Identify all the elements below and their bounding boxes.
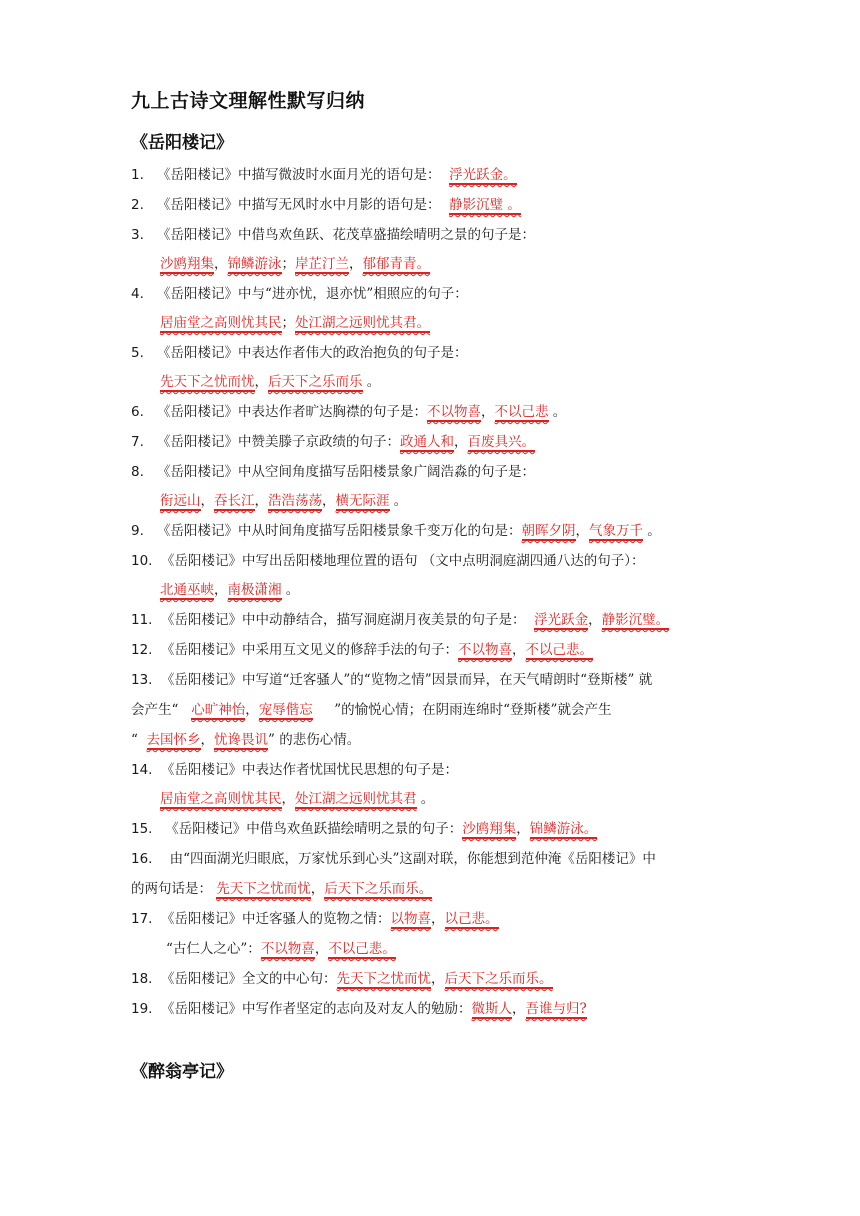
section-heading-yueyanglou: 《岳阳楼记》 xyxy=(131,133,233,153)
answer-1: 浮光跃金。 xyxy=(449,167,517,183)
answer-8-line: 衔远山，吞长江，浩浩荡荡，横无际涯 。 xyxy=(160,493,408,509)
question-17-line-2: “古仁人之心”：不以物喜，不以己悲。 xyxy=(166,941,396,957)
answer-4-line: 居庙堂之高则忧其民；处江湖之远则忧其君。 xyxy=(160,315,430,331)
question-6: 6. 《岳阳楼记》中表达作者旷达胸襟的句子是：不以物喜，不以己悲 。 xyxy=(131,404,567,420)
question-10: 10. 《岳阳楼记》中写出岳阳楼地理位置的语句 （文中点明洞庭湖四通八达的句子）： xyxy=(131,553,645,569)
question-16: 16. 由“四面湖光归眼底，万家忧乐到心头”这副对联，你能想到范仲淹《岳阳楼记》中 xyxy=(131,851,656,867)
question-8: 8. 《岳阳楼记》中从空间角度描写岳阳楼景象广阔浩淼的句子是： xyxy=(131,464,535,480)
answer-5-line: 先天下之忧而忧，后天下之乐而乐 。 xyxy=(160,374,381,390)
question-9: 9. 《岳阳楼记》中从时间角度描写岳阳楼景象千变万化的句是：朝晖夕阴，气象万千 。 xyxy=(131,523,661,539)
question-11: 11. 《岳阳楼记》中中动静结合，描写洞庭湖月夜美景的句子是： 浮光跃金，静影沉璧。 xyxy=(131,612,670,628)
question-16-line-2: 的两句话是： 先天下之忧而忧，后天下之乐而乐。 xyxy=(131,881,433,897)
question-4: 4. 《岳阳楼记》中与“进亦忧，退亦忧”相照应的句子： xyxy=(131,286,468,302)
answer-14-line: 居庙堂之高则忧其民，处江湖之远则忧其君 。 xyxy=(160,791,435,807)
question-15: 15. 《岳阳楼记》中借鸟欢鱼跃描绘晴明之景的句子：沙鸥翔集，锦鳞游泳。 xyxy=(131,821,598,837)
section-heading-zuiwengting: 《醉翁亭记》 xyxy=(131,1062,233,1082)
question-5: 5. 《岳阳楼记》中表达作者伟大的政治抱负的句子是： xyxy=(131,345,468,361)
question-17: 17. 《岳阳楼记》中迁客骚人的览物之情：以物喜，以己悲。 xyxy=(131,911,499,927)
answer-2: 静影沉璧 。 xyxy=(449,197,521,213)
question-13-line-2: 会产生“ 心旷神怡，宠辱偕忘 ”的愉悦心情；在阴雨连绵时“登斯楼”就会产生 xyxy=(131,702,612,718)
question-7: 7. 《岳阳楼记》中赞美滕子京政绩的句子：政通人和，百废具兴。 xyxy=(131,434,535,450)
page-title: 九上古诗文理解性默写归纳 xyxy=(131,90,366,112)
question-13: 13. 《岳阳楼记》中写道“迁客骚人”的“览物之情”因景而异，在天气晴朗时“登斯楼” 就 xyxy=(131,672,653,688)
question-19: 19. 《岳阳楼记》中写作者坚定的志向及对友人的勉励：微斯人，吾谁与归? xyxy=(131,1001,587,1017)
question-1: 1. 《岳阳楼记》中描写微波时水面月光的语句是： 浮光跃金。 xyxy=(131,167,517,183)
question-3: 3. 《岳阳楼记》中借鸟欢鱼跃、花茂草盛描绘晴明之景的句子是： xyxy=(131,227,535,243)
question-14: 14. 《岳阳楼记》中表达作者忧国忧民思想的句子是： xyxy=(131,762,458,778)
question-2: 2. 《岳阳楼记》中描写无风时水中月影的语句是： 静影沉璧 。 xyxy=(131,197,521,213)
question-18: 18. 《岳阳楼记》全文的中心句：先天下之忧而忧，后天下之乐而乐。 xyxy=(131,971,553,987)
question-12: 12. 《岳阳楼记》中采用互文见义的修辞手法的句子：不以物喜，不以己悲。 xyxy=(131,642,593,658)
question-13-line-3: “ 去国怀乡，忧谗畏讥” 的悲伤心情。 xyxy=(131,732,361,748)
answer-10-line: 北通巫峡，南极潇湘 。 xyxy=(160,582,300,598)
answer-3-line: 沙鸥翔集，锦鳞游泳；岸芷汀兰，郁郁青青。 xyxy=(160,256,430,272)
